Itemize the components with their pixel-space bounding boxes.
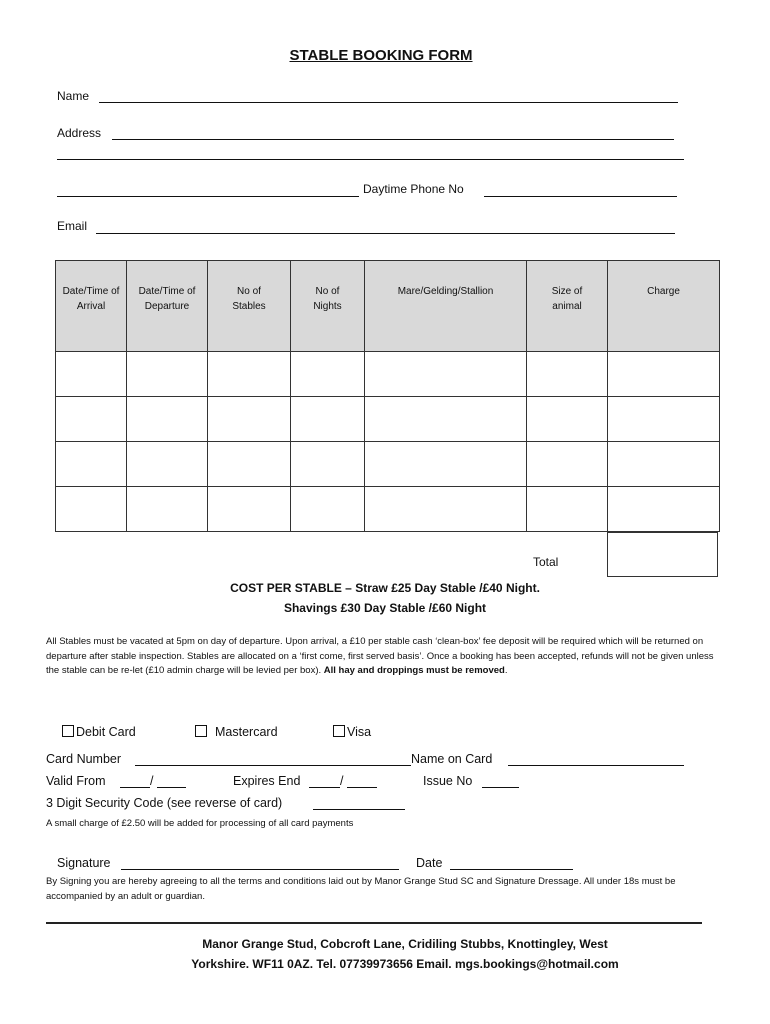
- col-departure-header: Date/Time of Departure: [127, 261, 208, 352]
- table-header-row: [56, 261, 720, 352]
- footer-line-2: Yorkshire. WF11 0AZ. Tel. 07739973656 Email. mgs.bookings@hotmail.com: [191, 957, 619, 971]
- terms-paragraph: [46, 635, 726, 679]
- visa-checkbox[interactable]: [333, 725, 345, 737]
- table-cell[interactable]: [365, 397, 527, 442]
- email-label: Email: [57, 219, 88, 233]
- table-cell[interactable]: [527, 397, 608, 442]
- expires-slash: /: [340, 774, 344, 788]
- table-cell[interactable]: [527, 352, 608, 397]
- col-size-header: Size of animal: [527, 261, 608, 352]
- valid-from-label: Valid From: [46, 774, 106, 788]
- debit-card-checkbox[interactable]: [62, 725, 74, 737]
- card-number-label: Card Number: [46, 752, 122, 766]
- booking-table: [55, 260, 720, 532]
- terms-bold: All hay and droppings must be removed: [323, 665, 505, 676]
- expires-month-line[interactable]: [309, 787, 340, 788]
- col-horse-type-header: Mare/Gelding/Stallion: [365, 261, 527, 352]
- name-on-card-input-line[interactable]: [508, 765, 684, 766]
- table-cell[interactable]: [365, 352, 527, 397]
- table-cell[interactable]: [208, 352, 291, 397]
- signature-input-line[interactable]: [121, 869, 399, 870]
- date-input-line[interactable]: [450, 869, 573, 870]
- table-cell[interactable]: [208, 397, 291, 442]
- table-cell[interactable]: [56, 397, 127, 442]
- table-cell[interactable]: [291, 487, 365, 532]
- visa-option[interactable]: [333, 725, 371, 739]
- cost-line-straw: COST PER STABLE – Straw £25 Day Stable /£40 Night.: [230, 581, 540, 595]
- card-charge-note: A small charge of £2.50 will be added for processing of all card payments: [46, 818, 354, 829]
- expires-year-line[interactable]: [347, 787, 377, 788]
- mastercard-label: Mastercard: [215, 725, 278, 739]
- terms-text: All Stables must be vacated at 5pm on day of departure. Upon arrival, a £10 per stable cash ‘clean-box’ fee deposit will be required which will be returned on departure after stable inspection. Stables are allocated on a ‘first come, first served basis’. Once a booking has been accepted, refunds will not be given unless the stable can be re-let (£10 admin charge will be levied per box).: [46, 636, 714, 676]
- form-title: STABLE BOOKING FORM: [289, 47, 473, 64]
- address-input-line-1[interactable]: [112, 139, 674, 140]
- phone-label: Daytime Phone No: [363, 182, 464, 196]
- table-cell[interactable]: [608, 352, 720, 397]
- table-cell[interactable]: [608, 397, 720, 442]
- visa-label: Visa: [347, 725, 372, 739]
- footer-line-1: Manor Grange Stud, Cobcroft Lane, Cridiling Stubbs, Knottingley, West: [202, 937, 608, 951]
- name-on-card-label: Name on Card: [411, 752, 493, 766]
- table-cell[interactable]: [56, 487, 127, 532]
- table-cell[interactable]: [365, 487, 527, 532]
- table-cell[interactable]: [291, 442, 365, 487]
- table-cell[interactable]: [527, 487, 608, 532]
- mastercard-option[interactable]: [195, 725, 278, 739]
- col-arrival-header: Date/Time of Arrival: [56, 261, 127, 352]
- name-label: Name: [57, 89, 90, 103]
- security-code-input-line[interactable]: [313, 809, 405, 810]
- cost-line-shavings: Shavings £30 Day Stable /£60 Night: [283, 601, 487, 615]
- table-cell[interactable]: [127, 442, 208, 487]
- table-cell[interactable]: [608, 442, 720, 487]
- address-input-line-2[interactable]: [57, 159, 684, 160]
- debit-card-option[interactable]: [62, 725, 136, 739]
- footer-address: [0, 934, 770, 974]
- expires-end-label: Expires End: [233, 774, 301, 788]
- table-row: [56, 487, 720, 532]
- table-row: [56, 442, 720, 487]
- footer-divider: [46, 922, 702, 924]
- col-stables-header: No of Stables: [208, 261, 291, 352]
- date-label: Date: [416, 856, 443, 870]
- table-cell[interactable]: [208, 442, 291, 487]
- phone-input-line[interactable]: [484, 196, 677, 197]
- table-cell[interactable]: [56, 442, 127, 487]
- table-cell[interactable]: [127, 487, 208, 532]
- table-cell[interactable]: [208, 487, 291, 532]
- signature-note: By Signing you are hereby agreeing to all the terms and conditions laid out by Manor Grange Stud SC and Signature Dressage. All under 18s must be accompanied by an adult or guardian.: [46, 876, 676, 902]
- valid-from-year-line[interactable]: [157, 787, 186, 788]
- table-row: [56, 397, 720, 442]
- email-input-line[interactable]: [96, 233, 675, 234]
- signature-label: Signature: [57, 856, 111, 870]
- debit-card-label: Debit Card: [76, 725, 136, 739]
- col-nights-header: No of Nights: [291, 261, 365, 352]
- issue-no-input-line[interactable]: [482, 787, 519, 788]
- total-box[interactable]: [607, 532, 718, 577]
- col-charge-header: Charge: [608, 261, 720, 352]
- issue-no-label: Issue No: [423, 774, 473, 788]
- table-cell[interactable]: [291, 397, 365, 442]
- table-cell[interactable]: [527, 442, 608, 487]
- table-cell[interactable]: [127, 397, 208, 442]
- total-label: Total: [533, 555, 559, 569]
- valid-from-month-line[interactable]: [120, 787, 150, 788]
- card-number-input-line[interactable]: [135, 765, 411, 766]
- table-cell[interactable]: [608, 487, 720, 532]
- name-input-line[interactable]: [99, 102, 678, 103]
- valid-from-slash: /: [150, 774, 154, 788]
- cost-block: [0, 578, 770, 618]
- table-row: [56, 352, 720, 397]
- table-cell[interactable]: [127, 352, 208, 397]
- table-cell[interactable]: [365, 442, 527, 487]
- security-code-label: 3 Digit Security Code (see reverse of card): [46, 796, 283, 810]
- table-cell[interactable]: [291, 352, 365, 397]
- table-cell[interactable]: [56, 352, 127, 397]
- address-input-line-3[interactable]: [57, 196, 359, 197]
- address-label: Address: [57, 126, 102, 140]
- terms-end: .: [504, 665, 508, 676]
- mastercard-checkbox[interactable]: [195, 725, 207, 737]
